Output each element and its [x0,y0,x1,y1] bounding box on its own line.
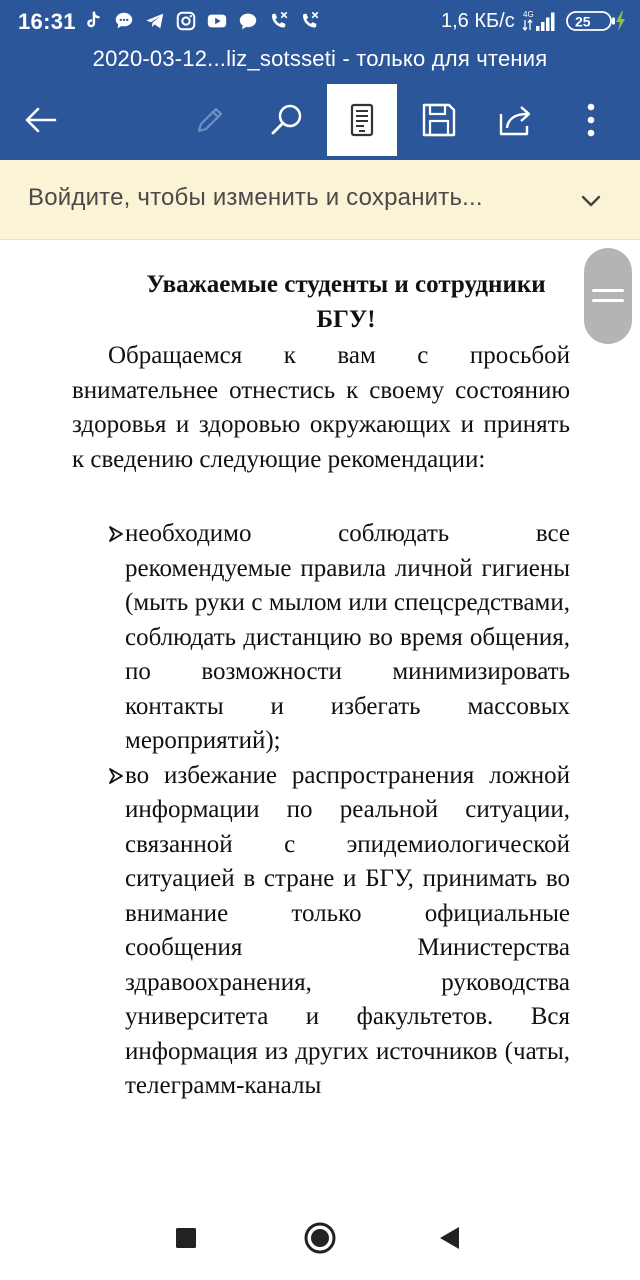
recent-apps-button[interactable] [166,1218,206,1258]
battery-level: 25 [575,13,591,30]
more-options-button[interactable] [556,84,626,156]
chevron-down-icon[interactable] [576,186,606,216]
edit-pencil-icon [190,100,230,140]
square-icon [174,1226,198,1250]
signin-banner-text: Войдите, чтобы изменить и сохранить... [28,184,483,211]
youtube-icon [206,10,228,32]
reading-view-icon [342,100,382,140]
scroll-grip-line [592,289,624,292]
notification-icons [82,9,321,33]
signal-strength-icon [522,10,558,32]
telegram-icon [144,10,166,32]
network-type: 4G [523,10,534,19]
back-button[interactable] [6,84,76,156]
home-button[interactable] [300,1218,340,1258]
recommendation-list [72,517,570,1104]
list-item [72,759,570,1104]
edit-button[interactable] [175,84,245,156]
reading-view-button[interactable] [327,84,397,156]
scroll-grip-line [592,299,624,302]
back-arrow-icon [21,100,61,140]
document-body [72,268,570,1104]
save-icon [419,100,459,140]
search-icon [267,100,307,140]
message-icon [237,10,259,32]
circle-icon [303,1221,337,1255]
arrow-bullet-icon [108,517,124,551]
list-item [72,517,570,759]
network-speed: 1,6 КБ/с [441,10,515,32]
search-button[interactable] [252,84,322,156]
save-button[interactable] [404,84,474,156]
scroll-handle[interactable] [584,248,632,344]
system-navigation-bar [0,1196,640,1280]
tiktok-icon [82,10,104,32]
missed-call-icon-2 [299,10,321,32]
signin-banner[interactable] [0,160,640,240]
document-heading: Уважаемые студенты и сотрудники БГУ! [146,271,546,333]
status-time: 16:31 [18,9,76,34]
document-title: 2020-03-12...liz_sotsseti - только для чтения [92,46,548,71]
share-icon [495,100,535,140]
instagram-icon [175,10,197,32]
document-intro-paragraph: Обращаемся к вам с просьбой внимательнее отнестись к своему состоянию здоровья и здоровью окружающих и принять к сведению следующие рекомендации: [72,342,570,473]
more-options-icon [571,100,611,140]
arrow-bullet-icon [108,759,124,793]
document-view[interactable] [0,240,640,1196]
list-item-text: необходимо соблюдать все рекомендуемые правила личной гигиены (мыть руки с мылом или спецсредствами, соблюдать дистанцию во время общения, по возможности минимизировать контакты и избегать массовых мероприятий); [125,520,570,754]
share-button[interactable] [480,84,550,156]
missed-call-icon [268,10,290,32]
battery-icon [566,10,626,32]
chat-bubble-icon [113,10,135,32]
app-header [0,0,640,160]
back-nav-button[interactable] [430,1218,470,1258]
list-item-text: во избежание распространения ложной информации по реальной ситуации, связанной с эпидемиологической ситуацией в стране и БГУ, принимать во внимание только официальные сообщения Министерства здравоохранения, руководства университета и факультетов. Вся информация из других источников (чаты, телеграмм-каналы [125,761,570,1099]
triangle-back-icon [437,1225,463,1251]
toolbar [0,84,640,156]
status-bar [0,0,640,42]
